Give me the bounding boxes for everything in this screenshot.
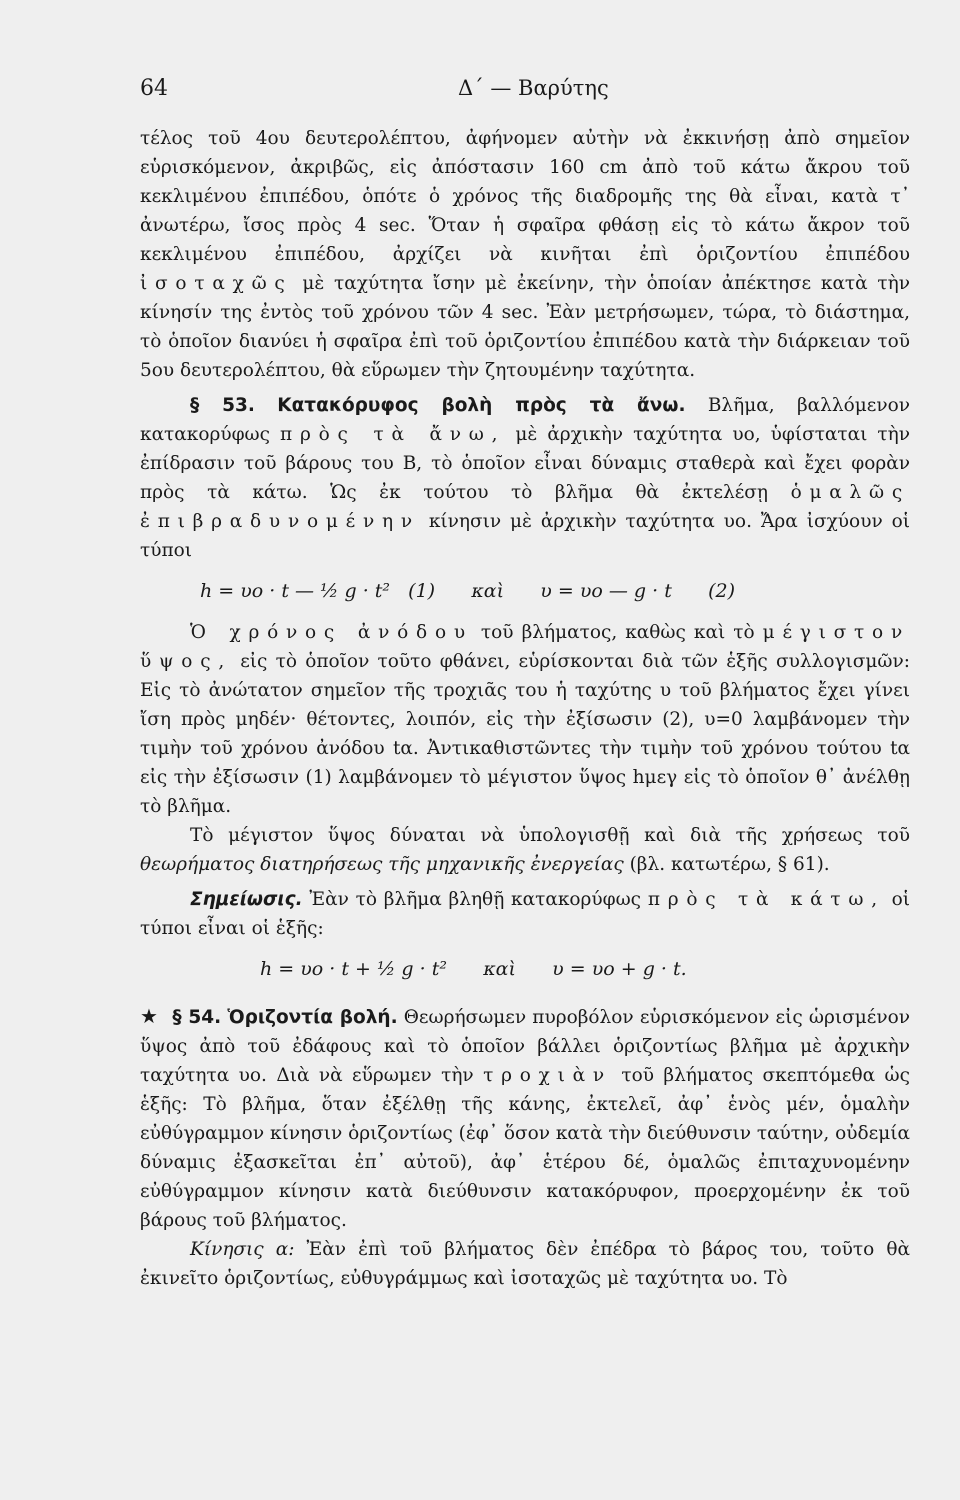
- text: Ἐὰν τὸ βλῆμα βληθῇ κατακορύφως: [309, 889, 642, 910]
- section-54: [140, 1002, 910, 1235]
- spaced-text: μέγιστον ὕψος,: [140, 622, 910, 672]
- text: Θεωρήσωμεν πυροβόλον εὑρισκόμενον εἰς ὡρισμένον ὕψος ἀπὸ τοῦ ἐδάφους καὶ τὸ ὁποῖον βάλλει ὁριζοντίως βλῆμα μὲ ἀρχικὴν ταχύτητα υο. Διὰ νὰ εὕρωμεν τὴν: [140, 1007, 910, 1086]
- text: Βλῆμα, βαλλόμενον κατακορύφως: [140, 395, 910, 445]
- italic-text: θεωρήματος διατηρήσεως τῆς μηχανικῆς ἐνεργείας: [140, 854, 624, 875]
- paragraph-ascent: [140, 618, 910, 821]
- text: Ἐὰν ἐπὶ τοῦ βλήματος δὲν ἐπέδρα τὸ βάρος του, τοῦτο θὰ ἐκινεῖτο ὁριζοντίως, εὐθυγράμμως καὶ ἰσοταχῶς μὲ ταχύτητα υο. Τὸ: [140, 1239, 910, 1289]
- text: τοῦ βλήματος, καθὼς καὶ τὸ: [480, 622, 755, 643]
- spaced-text: ὁμαλῶς ἐπιβραδυνομένην: [140, 482, 911, 532]
- formula-1: h = υο · t — ½ g · t² (1) καὶ υ = υο — g · t (2): [200, 580, 735, 602]
- star-icon: ★: [140, 1004, 159, 1028]
- page-number: 64: [140, 76, 168, 101]
- section-53: [140, 391, 910, 565]
- page-body: [140, 124, 910, 1293]
- section-number: § 54.: [172, 1007, 222, 1028]
- running-head: Δ΄ — Βαρύτης: [458, 76, 609, 100]
- spaced-text: ἰσοταχῶς: [140, 273, 293, 294]
- note-label: Σημείωσις.: [190, 889, 303, 910]
- paragraph-intro: [140, 124, 910, 385]
- text: εἰς τὸ ὁποῖον τοῦτο φθάνει, εὑρίσκονται διὰ τῶν ἑξῆς συλλογισμῶν: Εἰς τὸ ἀνώτατον σημεῖον τῆς τροχιᾶς του ἡ ταχύτης υ τοῦ βλήματος ἔχει γίνει ἴση πρὸς μηδέν· θέτοντες, λοιπόν, εἰς τὴν ἐξίσωσιν (2), υ=0 λαμβάνομεν τὴν τιμὴν τοῦ χρόνου ἀνόδου tα. Ἀντικαθιστῶντες τὴν τιμὴν τοῦ χρόνου τούτου tα εἰς τὴν ἐξίσωσιν (1) λαμβάνομεν τὸ μέγιστον ὕψος hμεγ εἰς τὸ ὁποῖον θ᾿ ἀνέλθῃ τὸ βλῆμα.: [140, 651, 910, 817]
- text: τέλος τοῦ 4ου δευτερολέπτου, ἀφήνομεν αὐτὴν νὰ ἐκκινήσῃ ἀπὸ σημεῖον εὑρισκόμενον, ἀκριβῶς, εἰς ἀπόστασιν 160 cm ἀπὸ τοῦ κάτω ἄκρου τοῦ κεκλιμένου ἐπιπέδου, ὁπότε ὁ χρόνος τῆς διαδρομῆς της θὰ εἶναι, κατὰ τ᾿ ἀνωτέρω, ἴσος πρὸς 4 sec. Ὅταν ἡ σφαῖρα φθάσῃ εἰς τὸ κάτω ἄκρον τοῦ κεκλιμένου ἐπιπέδου, ἀρχίζει νὰ κινῆται ἐπὶ ὁριζοντίου ἐπιπέδου: [140, 128, 910, 265]
- section-title: Ὁριζοντία βολή.: [227, 1007, 398, 1028]
- text: Τὸ μέγιστον ὕψος δύναται νὰ ὑπολογισθῇ καὶ διὰ τῆς χρήσεως τοῦ: [190, 825, 910, 846]
- text: κίνησιν μὲ ἀρχικὴν ταχύτητα υο. Ἄρα ἰσχύουν οἱ τύποι: [140, 511, 910, 561]
- italic-text: Κίνησις α:: [190, 1239, 295, 1260]
- spaced-text: πρὸς τὰ ἄνω,: [280, 424, 506, 445]
- text: μὲ ταχύτητα ἴσην μὲ ἐκείνην, τὴν ὁποίαν ἀπέκτησε κατὰ τὴν κίνησίν της ἐντὸς τοῦ χρόνου τῶν 4 sec. Ἐὰν μετρήσωμεν, τώρα, τὸ διάστημα, τὸ ὁποῖον διανύει ἡ σφαῖρα ἐπὶ τοῦ ὁριζοντίου ἐπιπέδου κατὰ τὴν διάρκειαν τοῦ 5ου δευτερολέπτου, θὰ εὕρωμεν τὴν ζητουμένην ταχύτητα.: [140, 273, 910, 381]
- spaced-text: Ὁ χρόνος ἀνόδου: [190, 622, 473, 643]
- text: (βλ. κατωτέρω, § 61).: [629, 854, 830, 875]
- text: τοῦ βλήματος σκεπτόμεθα ὡς ἑξῆς: Τὸ βλῆμα, ὅταν ἐξέλθῃ τῆς κάνης, ἐκτελεῖ, ἀφ᾿ ἑνὸς μέν, ὁμαλὴν εὐθύγραμμον κίνησιν ὁριζοντίως (ἐφ᾿ ὅσον κατὰ τὴν διεύθυνσιν ταύτην, οὐδεμία δύναμις ἐξασκεῖται ἐπ᾿ αὐτοῦ), ἀφ᾿ ἑτέρου δέ, ὁμαλῶς ἐπιταχυνομένην εὐθύγραμμον κίνησιν κατὰ διεύθυνσιν κατακόρυφον, προερχομένην ἐκ τοῦ βάρους τοῦ βλήματος.: [140, 1065, 911, 1231]
- page-header: [140, 76, 910, 116]
- note-paragraph: [140, 885, 910, 943]
- formula-2: h = υο · t + ½ g · t² καὶ υ = υο + g · t.: [260, 958, 687, 980]
- spaced-text: πρὸς τὰ κάτω,: [647, 889, 885, 910]
- paragraph-max-height: [140, 821, 910, 879]
- text: οἱ τύποι εἶναι οἱ ἑξῆς:: [140, 889, 911, 939]
- section-number: § 53.: [190, 395, 255, 416]
- paragraph-motion-a: [140, 1235, 910, 1293]
- spaced-text: τροχιὰν: [483, 1065, 612, 1086]
- text: μὲ ἀρχικὴν ταχύτητα υο, ὑφίσταται τὴν ἐπίδρασιν τοῦ βάρους του Β, τὸ ὁποῖον εἶναι δύναμις σταθερὰ καὶ ἔχει φορὰν πρὸς τὰ κάτω. Ὡς ἐκ τούτου τὸ βλῆμα θὰ ἐκτελέσῃ: [140, 424, 910, 503]
- section-title: Κατακόρυφος βολὴ πρὸς τὰ ἄνω.: [277, 395, 686, 416]
